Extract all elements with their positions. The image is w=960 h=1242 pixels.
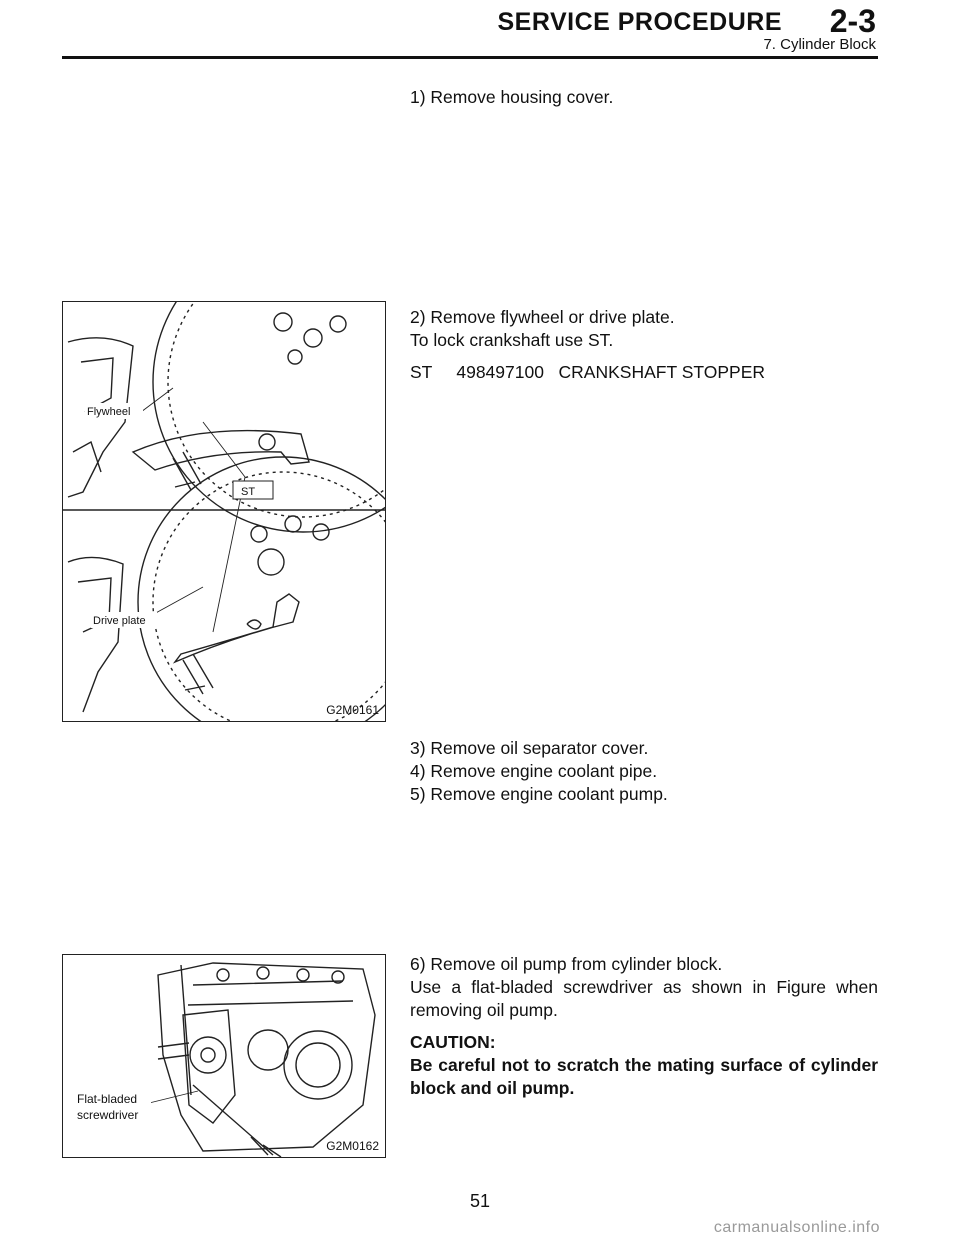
- label-flat-bladed: Flat-bladed: [77, 1092, 138, 1106]
- step-6-instruction: 6) Remove oil pump from cylinder block.: [410, 954, 723, 974]
- step-2-note: To lock crankshaft use ST.: [410, 330, 614, 350]
- oil-pump-illustration: [63, 955, 385, 1157]
- label-flywheel: Flywheel: [87, 406, 131, 418]
- step-6-note: Use a flat-bladed screwdriver as shown in Figure when removing oil pump.: [410, 977, 878, 1020]
- step-5: 5) Remove engine coolant pump.: [410, 784, 668, 804]
- label-st: ST: [241, 486, 256, 498]
- caution-label: CAUTION:: [410, 1032, 496, 1052]
- header-title: SERVICE PROCEDURE: [497, 8, 782, 36]
- page-number: 51: [469, 1191, 491, 1211]
- figure-oil-pump-removal: [62, 954, 386, 1158]
- step-6-block: [410, 953, 878, 1100]
- flywheel-illustration: [63, 302, 385, 721]
- label-drive-plate: Drive plate: [93, 615, 146, 627]
- subsection-title: 7. Cylinder Block: [763, 36, 876, 53]
- header-rule: [62, 56, 878, 59]
- step-3: 3) Remove oil separator cover.: [410, 738, 649, 758]
- steps-3-5-block: [410, 737, 878, 806]
- label-screwdriver: screwdriver: [77, 1108, 139, 1122]
- watermark: carmanualsonline.info: [713, 1219, 880, 1236]
- section-number: 2-3: [829, 3, 876, 39]
- step-4: 4) Remove engine coolant pipe.: [410, 761, 658, 781]
- step-2-block: [410, 306, 878, 384]
- figure-flywheel-drive-plate: [62, 301, 386, 722]
- special-tool-entry: ST 498497100 CRANKSHAFT STOPPER: [410, 362, 766, 382]
- step-1-block: [410, 86, 878, 109]
- step-1: 1) Remove housing cover.: [410, 87, 614, 107]
- caution-text: Be careful not to scratch the mating surface of cylinder block and oil pump.: [410, 1055, 878, 1098]
- figure-1-code: G2M0161: [326, 703, 379, 717]
- figure-2-code: G2M0162: [326, 1139, 379, 1153]
- step-2-instruction: 2) Remove flywheel or drive plate.: [410, 307, 675, 327]
